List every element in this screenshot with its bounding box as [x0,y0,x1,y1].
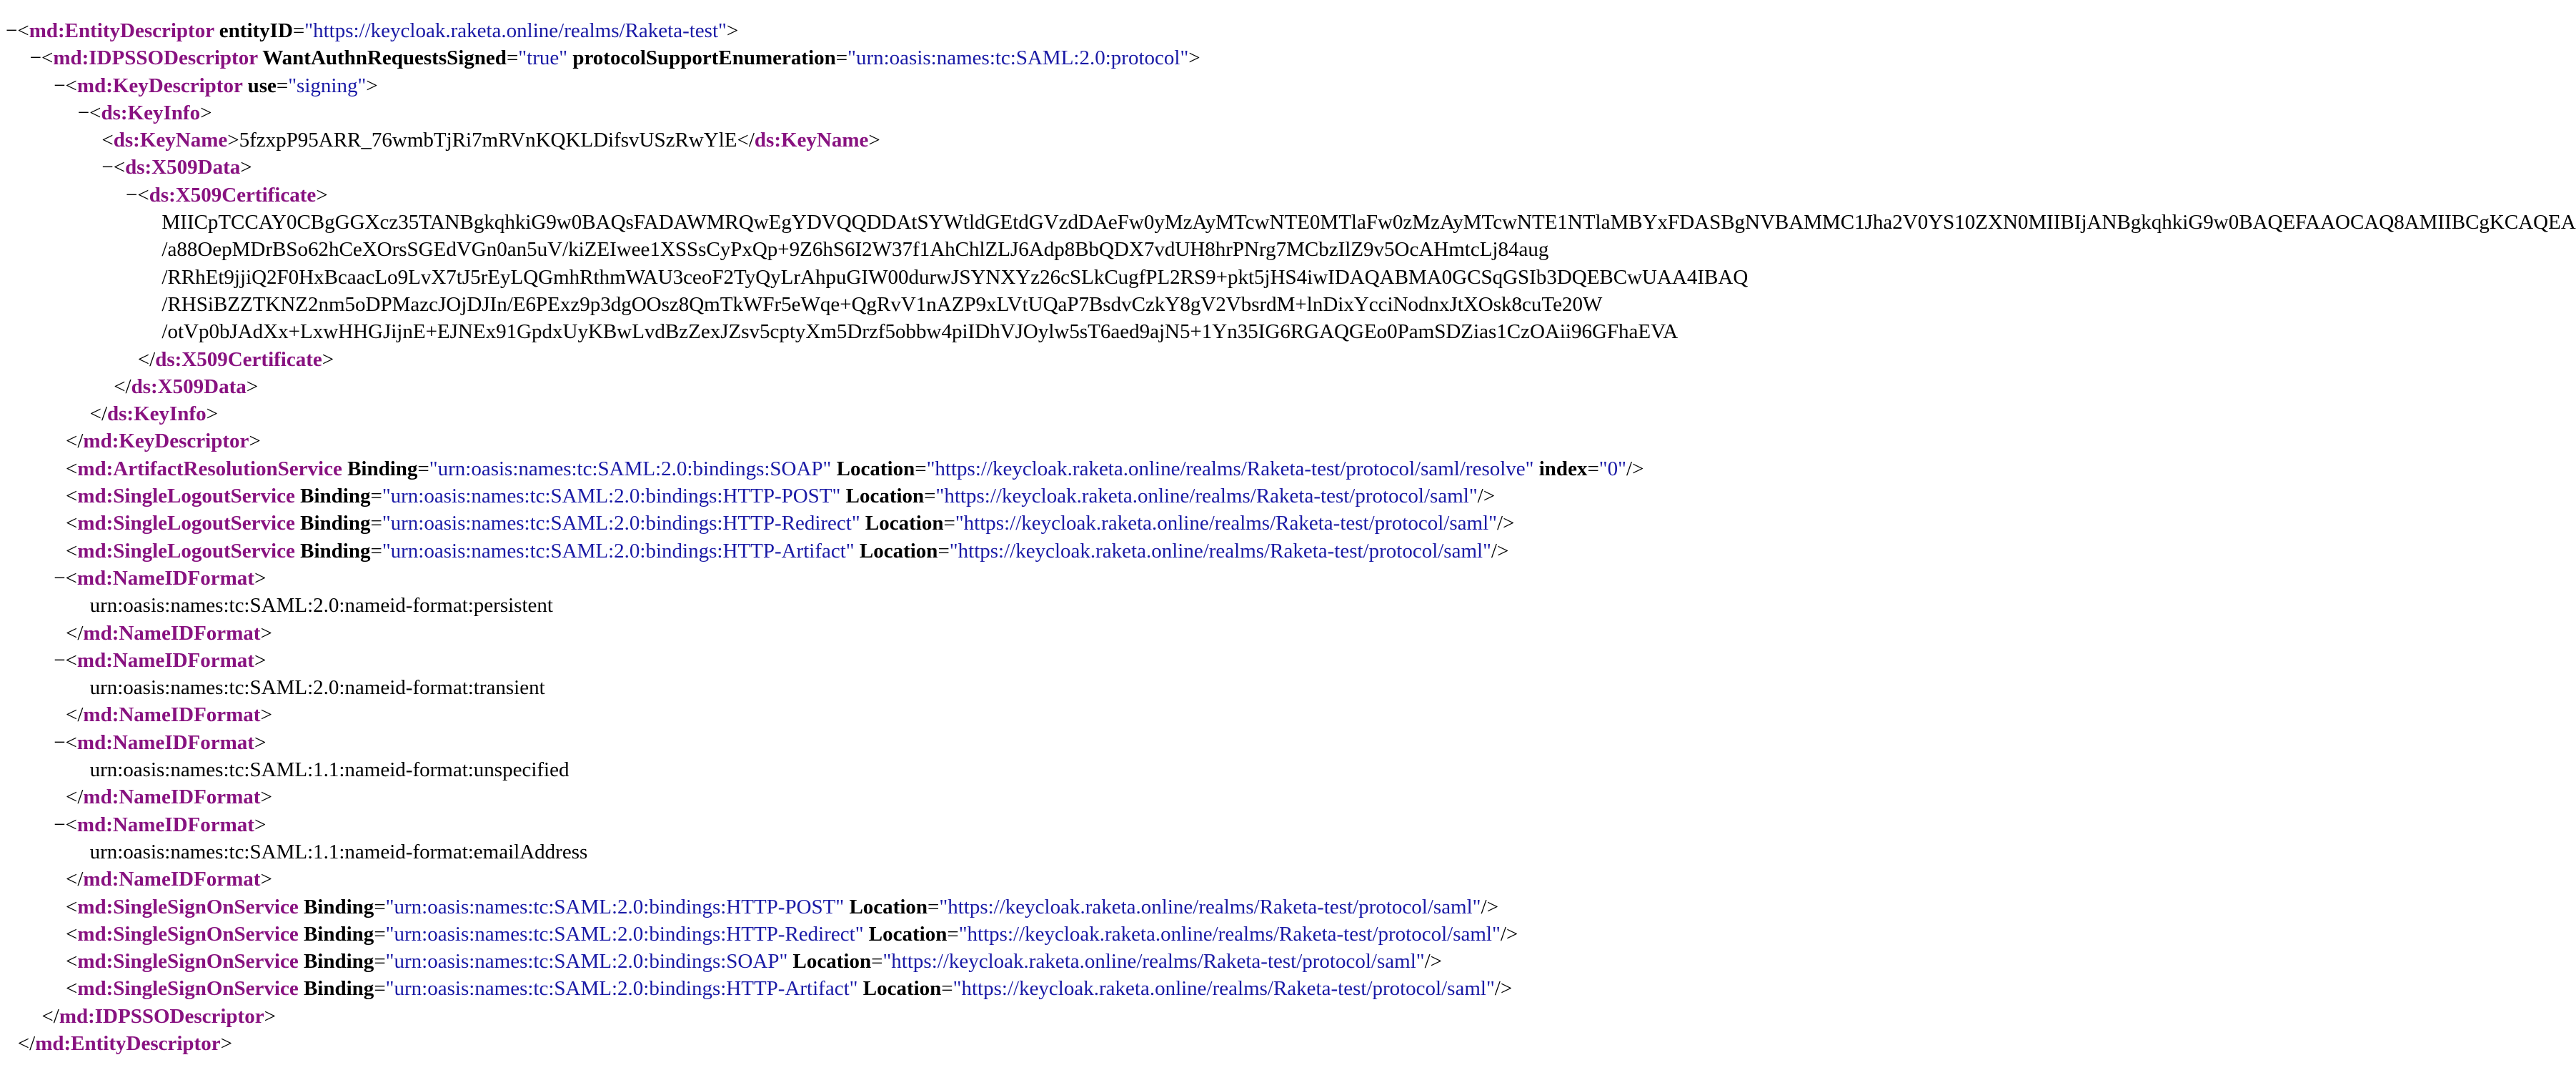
xml-punctuation: > [220,1031,232,1055]
xml-punctuation: < [65,74,77,97]
xml-attribute-value: "https://keycloak.raketa.online/realms/Raketa-test/protocol/saml" [955,512,1497,535]
xml-attribute-value: "signing" [288,74,367,97]
xml-punctuation: > [260,786,272,809]
xml-attribute-value: "https://keycloak.raketa.online/realms/Raketa-test/protocol/saml/resolve" [926,457,1534,480]
xml-punctuation: > [260,868,272,891]
xml-tag-name: md:SingleSignOnService [77,895,299,918]
xml-punctuation: = [1587,457,1599,480]
xml-punctuation: > [200,101,212,124]
xml-attribute-value: "true" [518,46,568,70]
xml-tag-name: md:NameIDFormat [83,868,261,891]
xml-line [0,783,1831,811]
xml-line [0,729,1831,756]
xml-punctuation: = [292,19,305,42]
xml-line [0,346,1831,373]
xml-tag-name: ds:X509Certificate [149,183,317,207]
xml-text-content: 5fzxpP95ARR_76wmbTjRi7mRVnKQKLDifsvUSzRwYlE [239,129,737,152]
collapse-toggle-icon[interactable]: − [101,156,114,179]
xml-punctuation: < [66,485,78,508]
xml-attribute-name: Binding [294,539,371,563]
xml-punctuation: /> [1477,485,1496,508]
xml-attribute-value: "urn:oasis:names:tc:SAML:2.0:bindings:HTTP-Artifact" [385,977,858,1001]
xml-line [0,510,1831,537]
xml-text-content: /otVp0bJAdXx+LxwHHGJijnE+EJNEx91GpdxUyKBwLvdBzZexJZsv5cptyXm5Drzf5obbw4piIDhVJOylw5sT6aed9ajN5+1Yn35IG6RGAQGEo0PamSDZias1CzOAii96GFhaEVA [161,320,1679,344]
xml-punctuation: > [206,402,218,426]
xml-attribute-name: Location [840,485,925,508]
xml-line [0,893,1831,921]
xml-punctuation: < [66,922,78,946]
xml-punctuation: < [89,101,101,124]
xml-attribute-name: Binding [298,950,374,974]
xml-punctuation: < [66,977,78,1001]
xml-punctuation: </ [66,868,84,891]
xml-punctuation: = [374,977,386,1001]
xml-tag-name: md:KeyDescriptor [83,430,249,453]
xml-attribute-value: "urn:oasis:names:tc:SAML:2.0:protocol" [847,46,1189,70]
xml-punctuation: < [137,183,149,207]
xml-punctuation: = [276,74,289,97]
xml-punctuation: </ [137,347,156,371]
collapse-toggle-icon[interactable]: − [54,74,66,97]
xml-attribute-name: Binding [298,922,374,946]
xml-text-content: /RHSiBZZTKNZ2nm5oDPMazcJOjDJIn/E6PExz9p3dgOOsz8QmTkWFr5eWqe+QgRvV1nAZP9xLVtUQaP7BsdvCzkY8gV2VbsrdM+lnDixYcciNodnxJtXOsk8cuTe20W [161,292,1603,316]
xml-line [0,182,1831,209]
xml-tag-name: md:SingleLogoutService [77,539,295,563]
xml-attribute-name: Location [831,457,915,480]
xml-punctuation: > [316,183,328,207]
xml-tag-name: md:IDPSSODescriptor [59,1004,264,1028]
xml-punctuation: > [260,621,272,645]
xml-line [0,264,1831,291]
collapse-toggle-icon[interactable]: − [29,46,41,70]
xml-punctuation: = [915,457,927,480]
xml-line [0,400,1831,427]
xml-attribute-value: "urn:oasis:names:tc:SAML:2.0:bindings:SOAP" [385,950,788,974]
xml-attribute-name: entityID [214,19,293,42]
xml-punctuation: < [101,129,114,152]
xml-punctuation: = [374,922,386,946]
xml-line [0,921,1831,948]
xml-punctuation: < [17,19,29,42]
xml-line [0,756,1831,783]
xml-punctuation: = [370,485,382,508]
xml-attribute-value: "https://keycloak.raketa.online/realms/Raketa-test/protocol/saml" [882,950,1425,974]
xml-attribute-name: Location [844,895,928,918]
xml-tag-name: md:SingleLogoutService [77,512,295,535]
xml-tag-name: md:NameIDFormat [83,786,261,809]
xml-punctuation: = [370,512,382,535]
xml-attribute-value: "https://keycloak.raketa.online/realms/Raketa-test/protocol/saml" [935,485,1478,508]
xml-tree-view [0,17,2576,1057]
xml-punctuation: /> [1496,512,1515,535]
xml-punctuation: /> [1481,895,1498,918]
xml-punctuation: /> [1500,922,1518,946]
xml-line [0,838,1831,866]
xml-punctuation: = [506,46,519,70]
xml-attribute-name: Location [863,922,948,946]
xml-tag-name: md:NameIDFormat [76,730,254,754]
xml-tag-name: md:NameIDFormat [76,813,254,836]
xml-line [0,72,1831,99]
xml-attribute-value: "urn:oasis:names:tc:SAML:2.0:bindings:HTTP-Redirect" [382,512,860,535]
xml-line [0,236,1831,263]
xml-tag-name: md:SingleSignOnService [77,922,299,946]
xml-punctuation: = [374,895,386,918]
xml-line [0,455,1831,482]
xml-punctuation: < [65,566,77,590]
xml-attribute-name: protocolSupportEnumeration [567,46,836,70]
xml-punctuation: < [66,539,78,563]
xml-punctuation: < [113,156,126,179]
xml-attribute-name: Location [787,950,872,974]
xml-attribute-name: Binding [294,485,371,508]
xml-attribute-name: use [242,74,277,97]
xml-punctuation: > [254,730,267,754]
collapse-toggle-icon[interactable]: − [54,813,66,836]
xml-punctuation: = [928,895,940,918]
xml-line [0,1003,1831,1030]
xml-line [0,975,1831,1002]
xml-attribute-value: "urn:oasis:names:tc:SAML:2.0:bindings:HTTP-Artifact" [382,539,855,563]
xml-attribute-name: WantAuthnRequestsSigned [257,46,507,70]
xml-tag-name: ds:KeyInfo [107,402,207,426]
xml-punctuation: > [254,648,267,672]
xml-attribute-name: Location [857,977,942,1001]
xml-punctuation: /> [1494,977,1513,1001]
xml-text-content: MIICpTCCAY0CBgGGXcz35TANBgkqhkiG9w0BAQsFADAWMRQwEgYDVQQDDAtSYWtldGEtdGVzdDAeFw0yMzAyMTcwNTE0MTlaFw0zMzAyMTcwNTE1NTlaMBYxFDASBgNVBAMMC1Jha2V0YS10ZXN0MIIBIjANBgkqhkiG9w0BAQEFAAOCAQ8AMIIBCgKCAQEA [161,211,2576,234]
xml-punctuation: > [240,156,252,179]
xml-attribute-value: "https://keycloak.raketa.online/realms/Raketa-test/protocol/saml" [939,895,1481,918]
xml-line [0,99,1831,127]
xml-punctuation: > [227,129,239,152]
xml-punctuation: < [66,895,78,918]
xml-punctuation: = [417,457,429,480]
xml-text-content: urn:oasis:names:tc:SAML:2.0:nameid-format:persistent [89,594,553,618]
xml-tag-name: md:ArtifactResolutionService [77,457,342,480]
xml-line [0,17,1831,44]
xml-line [0,373,1831,400]
xml-tag-name: md:EntityDescriptor [29,19,214,42]
collapse-toggle-icon[interactable]: − [54,648,66,672]
xml-attribute-name: Binding [298,895,374,918]
xml-line [0,318,1831,345]
xml-tag-name: md:NameIDFormat [76,648,254,672]
collapse-toggle-icon[interactable]: − [54,566,66,590]
xml-punctuation: /> [1424,950,1443,974]
xml-punctuation: < [66,457,78,480]
xml-punctuation: < [41,46,54,70]
xml-line [0,620,1831,647]
xml-line [0,291,1831,318]
xml-punctuation: = [370,539,382,563]
xml-punctuation: /> [1626,457,1644,480]
xml-text-content: urn:oasis:names:tc:SAML:1.1:nameid-format:unspecified [89,758,570,782]
xml-attribute-name: index [1533,457,1588,480]
xml-line [0,647,1831,674]
xml-tag-name: ds:KeyInfo [101,101,201,124]
xml-tag-name: md:IDPSSODescriptor [53,46,258,70]
xml-tag-name: ds:X509Certificate [155,347,322,371]
xml-attribute-value: "urn:oasis:names:tc:SAML:2.0:bindings:HTTP-Redirect" [385,922,864,946]
xml-line [0,948,1831,975]
xml-punctuation: < [66,512,78,535]
xml-tag-name: md:KeyDescriptor [76,74,243,97]
xml-punctuation: < [65,730,77,754]
xml-punctuation: = [941,977,953,1001]
collapse-toggle-icon[interactable]: − [54,730,66,754]
xml-attribute-value: "urn:oasis:names:tc:SAML:2.0:bindings:HTTP-POST" [382,485,841,508]
xml-punctuation: /> [1491,539,1509,563]
xml-punctuation: > [322,347,334,371]
xml-line [0,127,1831,154]
xml-text-content: /RRhEt9jjiQ2F0HxBcaacLo9LvX7tJ5rEyLQGmhRthmWAU3ceoF2TyQyLrAhpuGIW00durwJSYNXYz26cSLkCugfPL2RS9+pkt5jHS4iwIDAQABMA0GCSqGSIb3DQEBCwUAA4IBAQ [161,265,1749,289]
xml-punctuation: = [835,46,848,70]
xml-line [0,427,1831,455]
xml-tag-name: md:NameIDFormat [83,621,261,645]
xml-punctuation: </ [66,786,84,809]
xml-punctuation: < [66,950,78,974]
xml-punctuation: </ [17,1031,36,1055]
xml-tag-name: md:NameIDFormat [83,703,261,727]
xml-attribute-name: Binding [298,977,374,1001]
xml-attribute-name: Location [854,539,938,563]
xml-line [0,44,1831,71]
xml-punctuation: > [1188,46,1200,70]
xml-text-content: /a88OepMDrBSo62hCeXOrsSGEdVGn0an5uV/kiZEIwee1XSSsCyPxQp+9Z6hS6I2W37f1AhChlZLJ6Adp8BbQDX7vdUH8hrPNrg7MCbzIlZ9v5OcAHmtcLj84aug [161,238,1549,262]
xml-punctuation: </ [737,129,755,152]
xml-punctuation: = [924,485,936,508]
xml-attribute-name: Binding [294,512,371,535]
xml-attribute-value: "https://keycloak.raketa.online/realms/Raketa-test/protocol/saml" [949,539,1491,563]
xml-attribute-value: "https://keycloak.raketa.online/realms/Raketa-test/protocol/saml" [958,922,1501,946]
xml-tag-name: md:NameIDFormat [76,566,254,590]
collapse-toggle-icon[interactable]: − [6,19,18,42]
xml-attribute-value: "urn:oasis:names:tc:SAML:2.0:bindings:SOAP" [429,457,832,480]
xml-punctuation: > [249,430,261,453]
xml-punctuation: > [366,74,378,97]
xml-tag-name: md:SingleSignOnService [77,950,299,974]
xml-punctuation: > [254,566,267,590]
xml-punctuation: = [871,950,883,974]
xml-line [0,209,2576,236]
xml-line [0,482,1831,510]
xml-tag-name: md:EntityDescriptor [35,1031,221,1055]
xml-attribute-value: "https://keycloak.raketa.online/realms/Raketa-test" [304,19,727,42]
xml-punctuation: > [260,703,272,727]
xml-line [0,1030,1831,1057]
xml-tag-name: ds:X509Data [125,156,241,179]
xml-attribute-value: "urn:oasis:names:tc:SAML:2.0:bindings:HTTP-POST" [385,895,845,918]
xml-punctuation: = [374,950,386,974]
xml-line [0,565,1831,592]
xml-line [0,866,1831,893]
xml-text-content: urn:oasis:names:tc:SAML:2.0:nameid-format:transient [89,676,545,700]
xml-punctuation: < [65,813,77,836]
xml-line [0,811,1831,838]
xml-tag-name: ds:KeyName [754,129,869,152]
xml-punctuation: > [254,813,267,836]
xml-punctuation: </ [66,703,84,727]
xml-punctuation: > [264,1004,276,1028]
xml-tag-name: ds:X509Data [131,375,247,398]
xml-tag-name: md:SingleLogoutService [77,485,295,508]
xml-text-content: urn:oasis:names:tc:SAML:1.1:nameid-format:emailAddress [89,840,588,863]
xml-punctuation: = [947,922,959,946]
xml-punctuation: = [938,539,950,563]
xml-punctuation: > [246,375,259,398]
collapse-toggle-icon[interactable]: − [77,101,90,124]
xml-line [0,538,1831,565]
xml-attribute-value: "0" [1598,457,1626,480]
xml-line [0,154,1831,181]
xml-punctuation: > [868,129,880,152]
xml-attribute-name: Location [860,512,944,535]
xml-punctuation: </ [89,402,108,426]
xml-attribute-value: "https://keycloak.raketa.online/realms/Raketa-test/protocol/saml" [953,977,1495,1001]
collapse-toggle-icon[interactable]: − [126,183,138,207]
xml-punctuation: > [726,19,739,42]
xml-punctuation: </ [66,430,84,453]
xml-punctuation: < [65,648,77,672]
xml-punctuation: </ [66,621,84,645]
xml-line [0,592,1831,619]
xml-tag-name: ds:KeyName [113,129,228,152]
xml-punctuation: </ [41,1004,59,1028]
xml-punctuation: </ [114,375,131,398]
xml-punctuation: = [943,512,955,535]
xml-line [0,701,1831,728]
xml-line [0,674,1831,701]
xml-tag-name: md:SingleSignOnService [77,977,299,1001]
xml-attribute-name: Binding [342,457,418,480]
